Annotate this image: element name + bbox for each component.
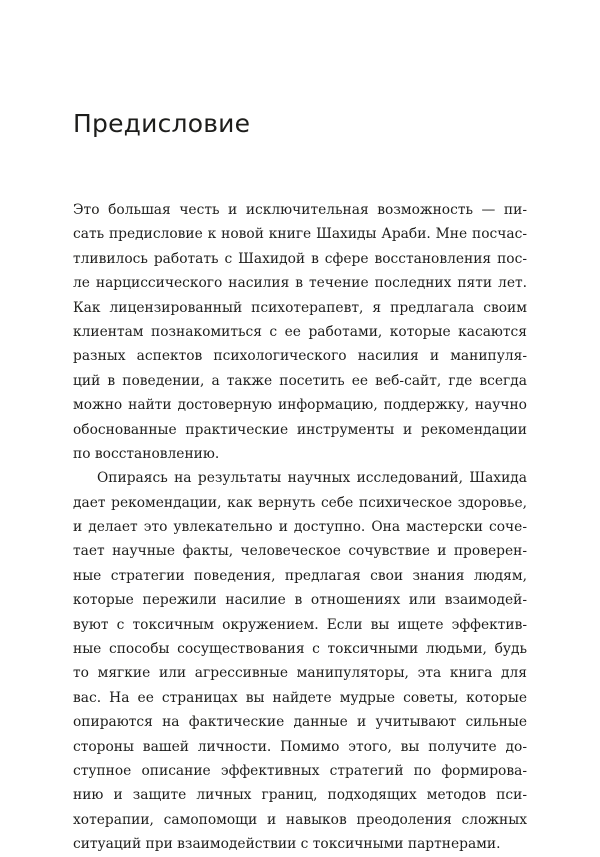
text-line: ступное описание эффективных стратегий по формирова- [73,762,527,779]
text-line: которые пережили насилие в отношениях или взаимодей- [73,592,527,609]
text-line: клиентам познакомиться с ее работами, которые касаются [73,323,527,340]
text-line: и делает это увлекательно и доступно. Она мастерски соче- [73,519,527,536]
text-line: ные стратегии поведения, предлагая свои знания людям, [73,567,527,584]
text-line: сать предисловие к новой книге Шахиды Араби. Мне посчас- [73,226,527,243]
text-line: нию и защите личных границ, подходящих методов пси- [73,787,527,804]
body-text [73,198,527,857]
text-line: вуют с токсичным окружением. Если вы ищете эффектив- [73,616,527,633]
text-line: Как лицензированный психотерапевт, я предлагала своим [73,299,527,316]
text-line: Опираясь на результаты научных исследований, Шахида [97,470,527,487]
text-line: стороны вашей личности. Помимо этого, вы получите до- [73,738,527,755]
text-line: вас. На ее страницах вы найдете мудрые советы, которые [73,689,527,706]
text-line: то мягкие или агрессивные манипуляторы, эта книга для [73,665,527,682]
text-line: тливилось работать с Шахидой в сфере восстановления пос- [73,250,527,267]
text-line: ле нарциссического насилия в течение последних пяти лет. [73,275,527,292]
text-line: ситуаций при взаимодействии с токсичными партнерами. [73,836,501,853]
text-line: Это большая честь и исключительная возможность — пи- [73,202,527,218]
text-line: хотерапии, самопомощи и навыков преодоления сложных [73,811,527,828]
text-line: опираются на фактические данные и учитывают сильные [73,714,527,731]
text-line: ные способы сосуществования с токсичными людьми, будь [73,641,527,658]
text-line: разных аспектов психологического насилия и манипуля- [73,348,527,365]
text-line: обоснованные практические инструменты и рекомендации [73,421,527,438]
text-line: по восстановлению. [73,445,220,462]
chapter-heading: Предисловие [73,109,251,138]
text-line: ций в поведении, а также посетить ее веб-сайт, где всегда [73,372,527,389]
text-line: дает рекомендации, как вернуть себе психическое здоровье, [73,494,527,511]
text-line: тает научные факты, человеческое сочувствие и проверен- [73,543,527,560]
text-line: можно найти достоверную информацию, поддержку, научно [73,397,527,414]
